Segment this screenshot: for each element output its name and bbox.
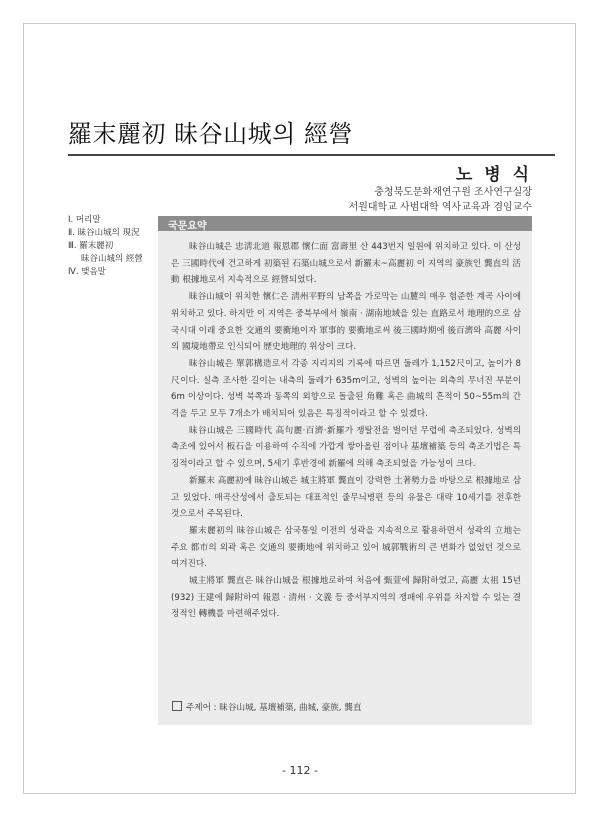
author-affiliation-1: 충청북도문화재연구원 조사연구실장 [374,187,532,198]
abstract-paragraph: 昧谷山城이 위치한 懷仁은 淸州平野의 남쪽을 가로막는 山麓의 매우 험준한 계곡 사이에 위치하고 있다. 하지만 이 지역은 중북부에서 嶺南 · 湖南地域을 있는 直路로서 地理的으로 삼국시대 이래 중요한 交通의 要衝地이자 軍事的 要衝地로써 後三國時期에 後百濟와 高麗 사이의 國境地帶로 인식되어 歷史地理的 위상이 크다. [171,292,521,353]
abstract-paragraph: 城主將軍 龔直은 昧谷山城을 根據地로하여 처음에 甄萱에 歸附하였고, 高麗 太祖 15년(932) 王建에 歸附하여 報恩 · 淸州 · 文義 등 중서부지역의 쟁패에 우위를 차지할 수 있는 결정적인 轉機를 마련해주었다. [171,576,521,620]
abstract-paragraph: 昧谷山城은 三國時代 高句麗·百濟·新羅가 쟁탈전을 벌이던 무렵에 축조되었다. 성벽의 축조에 있어서 板石을 이용하여 수직에 가깝게 쌓아올린 점이나 基壇補築 등의 축조기법은 특징적이라고 할 수 있으며, 5세기 후반경에 新羅에 의해 축조되었을 가능성이 크다. [171,425,521,470]
abstract-paragraph: 昧谷山城은 單郭構造로서 각종 지리지의 기록에 따르면 둘레가 1,152尺이고, 높이가 8尺이다. 실측 조사한 길이는 내측의 둘레가 635m이고, 성벽의 높이는 외측의 무너진 부분이 6m 이상이다. 성벽 북쪽과 동쪽의 외향으로 돌출된 角難 혹은 曲城의 흔적이 50~55m의 간격을 두고 모두 7개소가 배치되어 있음은 특징적이라고 할 수 있겠다. [171,358,521,420]
abstract-paragraph: 羅末麗初의 昧谷山城은 삼국통일 이전의 성곽을 지속적으로 활용하면서 성곽의 立地는 주요 都市의 외곽 혹은 交通의 要衝地에 위치하고 있어 城郭戰術의 큰 변화가 없었던 것으로 여겨진다. [171,525,521,570]
keywords-text: 주제어 : 昧谷山城, 基壇補築, 曲城, 豪族, 龔直 [186,703,362,713]
toc-item-2: Ⅱ. 昧谷山城의 現況 [68,228,140,238]
abstract-body [171,239,521,623]
page-number: - 112 - [282,764,318,777]
abstract-panel [158,216,532,725]
table-of-contents [68,214,158,279]
toc-item-3: Ⅲ. 羅末麗初 [68,241,114,251]
author-name: 노 병 식 [455,165,532,185]
keywords [172,701,361,713]
toc-item-1: Ⅰ. 머리말 [68,215,101,225]
title-divider [68,154,555,156]
abstract-heading: 국문요약 [168,221,207,232]
author-affiliation-2: 서원대학교 사범대학 역사교육과 겸임교수 [348,202,532,213]
toc-item-4: Ⅳ. 맺음말 [68,267,106,277]
toc-item-3-continued: 昧谷山城의 經營 [81,254,143,264]
paper-title: 羅末麗初 昧谷山城의 經營 [68,120,353,148]
abstract-header [158,216,532,231]
abstract-paragraph: 昧谷山城은 忠淸北道 報恩郡 懷仁面 富壽里 산 443번지 일원에 위치하고 있다. 이 산성은 三國時代에 건고하게 初築된 石築山城으로서 新羅末~高麗初 이 지역의 豪族인 龔直의 活動 根據地로서 지속적으로 經營되었다. [171,242,521,286]
abstract-paragraph: 新羅末 高麗初에 昧谷山城은 城主將軍 龔直이 강력한 土著勢力을 바탕으로 根據地로 삼고 있었다. 매곡산성에서 출토되는 대표적인 줄무늬병편 등의 유물은 대략 10세기를 전후한 것으로서 주목된다. [171,475,521,520]
checkbox-square-icon [172,701,182,711]
